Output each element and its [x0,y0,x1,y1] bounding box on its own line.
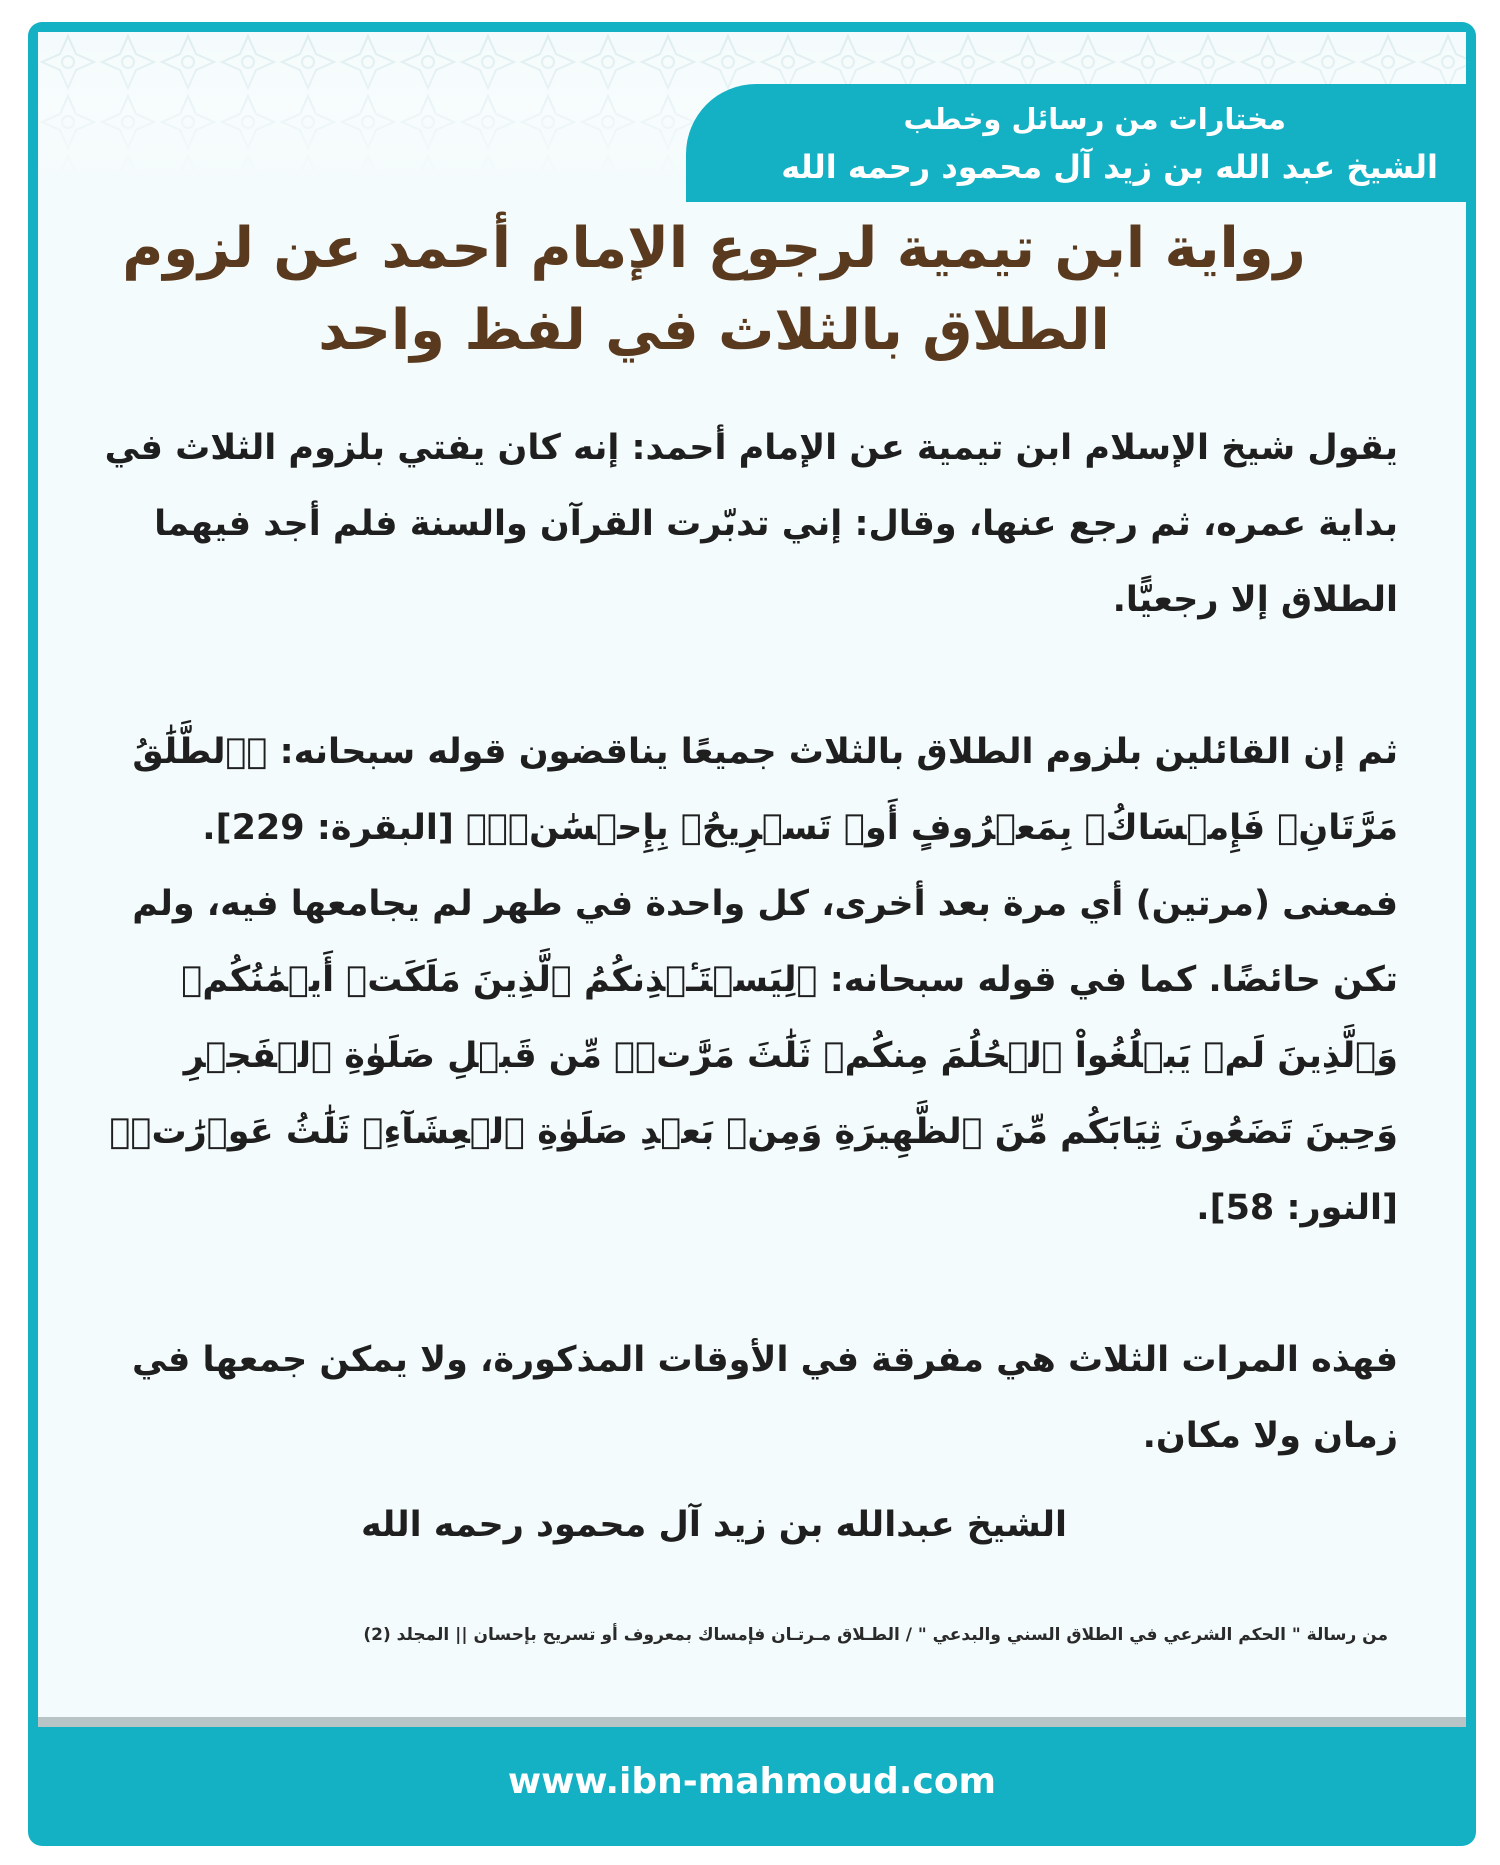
title-line-2: الطلاق بالثلاث في لفظ واحد [318,298,1110,363]
paragraph-2: ثم إن القائلين بلزوم الطلاق بالثلاث جميعًا يناقضون قوله سبحانه: ﴿ٱلطَّلَٰقُ مَرَّتَانِۖ فَإِمۡسَاكُۢ بِمَعۡرُوفٍ أَوۡ تَسۡرِيحُۢ بِإِحۡسَٰنٖۗ﴾ [البقرة: 229]. فمعنى (مرتين) أي مرة بعد أخرى، كل واحدة في طهر لم يجامعها فيه، ولم تكن حائضًا. كما في قوله سبحانه: ﴿لِيَسۡتَـٔۡذِنكُمُ ٱلَّذِينَ مَلَكَتۡ أَيۡمَٰنُكُمۡ وَٱلَّذِينَ لَمۡ يَبۡلُغُواْ ٱلۡحُلُمَ مِنكُمۡ ثَلَٰثَ مَرَّٰتٖۚ مِّن قَبۡلِ صَلَوٰةِ ٱلۡفَجۡرِ وَحِينَ تَضَعُونَ ثِيَابَكُم مِّنَ ٱلظَّهِيرَةِ وَمِنۢ بَعۡدِ صَلَوٰةِ ٱلۡعِشَآءِۚ ثَلَٰثُ عَوۡرَٰتٖ﴾ [النور: 58]. [109,732,1398,1228]
title-line-1: رواية ابن تيمية لرجوع الإمام أحمد عن لزوم [122,216,1306,281]
paragraph-3: فهذه المرات الثلاث هي مفرقة في الأوقات المذكورة، ولا يمكن جمعها في زمان ولا مكان. [132,1340,1398,1456]
page-title [60,208,1368,372]
series-title: مختارات من رسائل وخطب [903,102,1286,136]
divider [38,1717,1466,1727]
paragraph-1: يقول شيخ الإسلام ابن تيمية عن الإمام أحمد: إنه كان يفتي بلزوم الثلاث في بداية عمره، ثم رجع عنها، وقال: إني تدبّرت القرآن والسنة فلم أجد فيهما الطلاق إلا رجعيًّا. [104,428,1398,620]
article-body [90,410,1398,1474]
paragraph-spacer [90,1246,1398,1322]
source-citation: من رسالة " الحكم الشرعي في الطلاق السني والبدعي " / الطـلاق مـرتـان فإمساك بمعروف أو تسريح بإحسان || المجلد (2) [363,1625,1388,1645]
series-header [686,84,1466,202]
paragraph-spacer [90,638,1398,714]
website-link[interactable]: www.ibn-mahmoud.com [507,1761,997,1802]
series-author: الشيخ عبد الله بن زيد آل محمود رحمه الله [781,148,1438,186]
author-signature: الشيخ عبدالله بن زيد آل محمود رحمه الله [360,1505,1068,1545]
